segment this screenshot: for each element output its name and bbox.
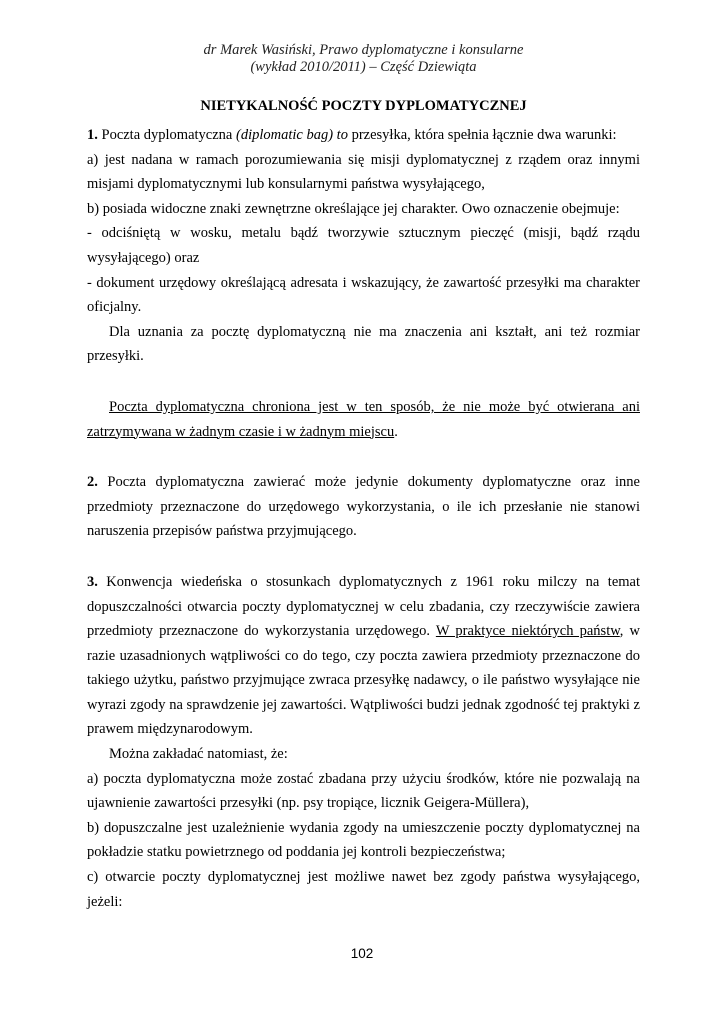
item-number-2: 2. <box>87 474 98 491</box>
underlined-text: Poczta dyplomatyczna chroniona jest w ten sposób, że nie może być otwierana ani zatrzymywana w żadnym czasie i w żadnym miejscu <box>87 398 640 440</box>
shape-size-note: Dla uznania za pocztę dyplomatyczną nie ma znaczenia ani kształt, ani też rozmiar przesyłki. <box>87 323 640 365</box>
spacer <box>87 544 640 570</box>
condition-b: b) posiada widoczne znaki zewnętrzne określające jej charakter. Owo oznaczenie obejmuje: <box>87 200 620 217</box>
marking-seal: - odciśniętą w wosku, metalu bądź tworzywie sztucznym pieczęć (misji, bądź rządu wysyłającego) oraz <box>87 225 640 266</box>
assumption-c: c) otwarcie poczty dyplomatycznej jest możliwe nawet bez zgody państwa wysyłającego, jeżeli: <box>87 869 640 910</box>
header-line-1: dr Marek Wasiński, Prawo dyplomatyczne i konsularne <box>203 42 524 58</box>
paragraph-2: 2. Poczta dyplomatyczna zawierać może jedynie dokumenty dyplomatyczne oraz inne przedmioty przeznaczone do urzędowego wykorzystania, o ile ich przesłanie nie stanowi naruszenia przepisów państwa przyjmującego. <box>87 474 640 540</box>
condition-a: a) jest nadana w ramach porozumiewania się misji dyplomatycznej z rządem oraz innymi misjami dyplomatycznymi lub konsularnymi państwa wysyłającego, <box>87 151 640 193</box>
protection-statement: Poczta dyplomatyczna chroniona jest w ten sposób, że nie może być otwierana ani zatrzymywana w żadnym czasie i w żadnym miejscu. <box>87 398 640 440</box>
paragraph-3: 3. Konwencja wiedeńska o stosunkach dyplomatycznych z 1961 roku milczy na temat dopuszczalności otwarcia poczty dyplomatycznej w celu zbadania, czy rzeczywiście zawiera przedmioty przeznaczone do wykorzystania urzędowego. W praktyce niektórych państw, w razie uzasadnionych wątpliwości co do tego, czy poczta zawiera przedmioty przeznaczone do takiego użytku, państwo przyjmujące zwraca przesyłkę nadawcy, o ile państwo wysyłające nie wyrazi zgody na sprawdzenie jej zawartości. Wątpliwości budzi jednak zgodność tej praktyki z prawem międzynarodowym. <box>87 573 640 738</box>
assumption-a: a) poczta dyplomatyczna może zostać zbadana przy użyciu środków, które nie pozwalają na ujawnienie zawartości przesyłki (np. psy tropiące, licznik Geigera-Müllera), <box>87 770 640 812</box>
header-line-2: (wykład 2010/2011) – Część Dziewiąta <box>250 59 477 75</box>
marking-document: - dokument urzędowy określającą adresata i wskazujący, że zawartość przesyłki ma charakter oficjalny. <box>87 274 640 316</box>
assumption-intro: Można zakładać natomiast, że: <box>109 746 288 763</box>
italic-term: (diplomatic bag) to <box>235 127 348 143</box>
page-number: 102 <box>350 946 374 961</box>
item-number-3: 3. <box>87 573 98 590</box>
item-number-1: 1. <box>87 127 98 143</box>
section-title: NIETYKALNOŚĆ POCZTY DYPLOMATYCZNEJ <box>200 98 527 114</box>
spacer <box>87 444 640 470</box>
assumption-b: b) dopuszczalne jest uzależnienie wydania zgody na umieszczenie poczty dyplomatycznej na pokładzie statku powietrznego od poddania jej kontroli bezpieczeństwa; <box>87 819 640 861</box>
document-body <box>87 123 640 914</box>
underlined-text: W praktyce niektórych państw <box>435 623 620 640</box>
paragraph-1-intro: 1. Poczta dyplomatyczna (diplomatic bag) to przesyłka, która spełnia łącznie dwa warunki: <box>87 127 617 143</box>
running-header <box>87 42 640 76</box>
spacer <box>87 369 640 395</box>
